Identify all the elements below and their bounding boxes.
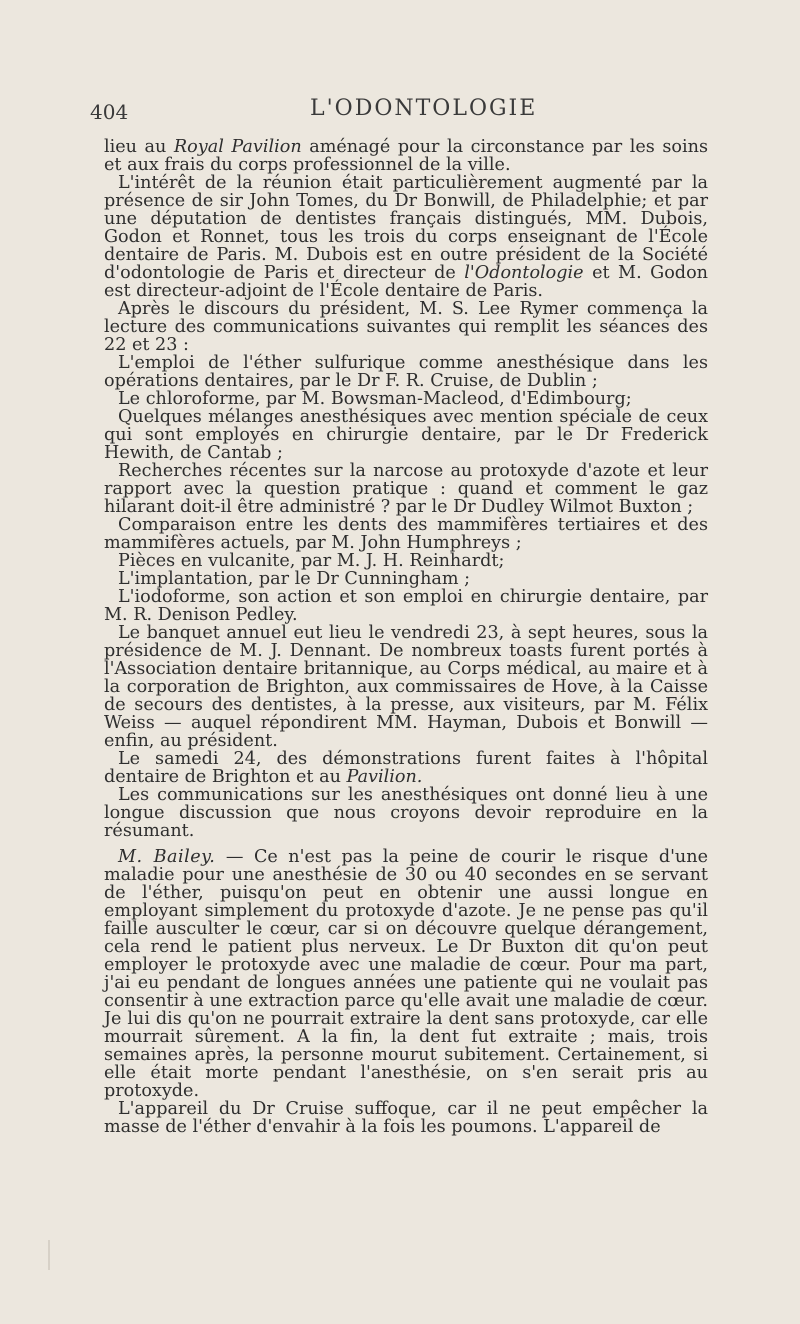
paragraph-demonstrations: Le samedi 24, des démonstrations furent faites à l'hôpital dentaire de Brighton et au Pavilion. — [104, 749, 708, 787]
paragraph-discussion: Les communications sur les anesthésiques ont donné lieu à une longue discussion que nous croyons devoir reproduire en la résumant. — [104, 785, 708, 841]
list-item-4: Recherches récentes sur la narcose au protoxyde d'azote et leur rapport avec la question pratique : quand et comment le gaz hilarant doit-il être administré ? par le Dr Dudley Wilmot Buxton ; — [104, 461, 708, 517]
speaker-name: M. Bailey. — [118, 847, 216, 867]
list-item-5: Comparaison entre les dents des mammifères tertiaires et des mammifères actuels, par M. John Humphreys ; — [104, 515, 708, 553]
page-number: 404 — [90, 100, 129, 124]
paragraph-1: lieu au Royal Pavilion aménagé pour la circonstance par les soins et aux frais du corps professionnel de la ville. — [104, 137, 708, 175]
list-item-2: Le chloroforme, par M. Bowsman-Macleod, d'Edimbourg; — [118, 389, 632, 409]
list-item-7: L'implantation, par le Dr Cunningham ; — [118, 569, 471, 589]
running-title: L'ODONTOLOGIE — [310, 96, 538, 121]
paragraph-2: L'intérêt de la réunion était particulièrement augmenté par la présence de sir John Tomes, du Dr Bonwill, de Philadelphie; et par une députation de dentistes français distingués, MM. Dubois, Godon et Ronnet, tous les trois du corps enseignant de l'École dentaire de Paris. M. Dubois est en outre président de la Société d'odontologie de Paris et directeur de l'Odontologie et M. Godon est directeur-adjoint de l'École dentaire de Paris. — [104, 173, 708, 301]
list-item-8: L'iodoforme, son action et son emploi en chirurgie dentaire, par M. R. Denison Pedley. — [104, 587, 708, 625]
list-item-3: Quelques mélanges anesthésiques avec mention spéciale de ceux qui sont employés en chirurgie dentaire, par le Dr Frederick Hewith, de Cantab ; — [104, 407, 708, 463]
page-header — [90, 96, 710, 126]
list-item-6: Pièces en vulcanite, par M. J. H. Reinhardt; — [118, 551, 505, 571]
list-item-1: L'emploi de l'éther sulfurique comme anesthésique dans les opérations dentaires, par le Dr F. R. Cruise, de Dublin ; — [104, 353, 708, 391]
margin-mark — [48, 1240, 50, 1270]
paragraph-cruise-apparatus: L'appareil du Dr Cruise suffoque, car il ne peut empêcher la masse de l'éther d'envahir à la fois les poumons. L'appareil de — [104, 1099, 708, 1137]
paragraph-bailey: M. Bailey. — Ce n'est pas la peine de courir le risque d'une maladie pour une anesthésie de 30 ou 40 secondes en se servant de l'éther, puisqu'on peut en obtenir une aussi longue en employant simplement du protoxyde d'azote. Je ne pense pas qu'il faille ausculter le cœur, car si on découvre quelque dérangement, cela rend le patient plus nerveux. Le Dr Buxton dit qu'on peut employer le protoxyde avec une maladie de cœur. Pour ma part, j'ai eu pendant de longues années une patiente qui ne voulait pas consentir à une extraction parce qu'elle avait une maladie de cœur. Je lui dis qu'on ne pourrait extraire la dent sans protoxyde, car elle mourrait sûrement. A la fin, la dent fut extraite ; mais, trois semaines après, la personne mourut subitement. Certainement, si elle était morte pendant l'anesthésie, on s'en serait pris au protoxyde. — [104, 847, 708, 1101]
paragraph-3: Après le discours du président, M. S. Lee Rymer commença la lecture des communications suivantes qui remplit les séances des 22 et 23 : — [104, 299, 708, 355]
body-text — [104, 138, 708, 1136]
paragraph-banquet: Le banquet annuel eut lieu le vendredi 23, à sept heures, sous la présidence de M. J. Dennant. De nombreux toasts furent portés à l'Association dentaire britannique, au Corps médical, au maire et à la corporation de Brighton, aux commissaires de Hove, à la Caisse de secours des dentistes, à la presse, aux visiteurs, par M. Félix Weiss — auquel répondirent MM. Hayman, Dubois et Bonwill — enfin, au président. — [104, 623, 708, 751]
